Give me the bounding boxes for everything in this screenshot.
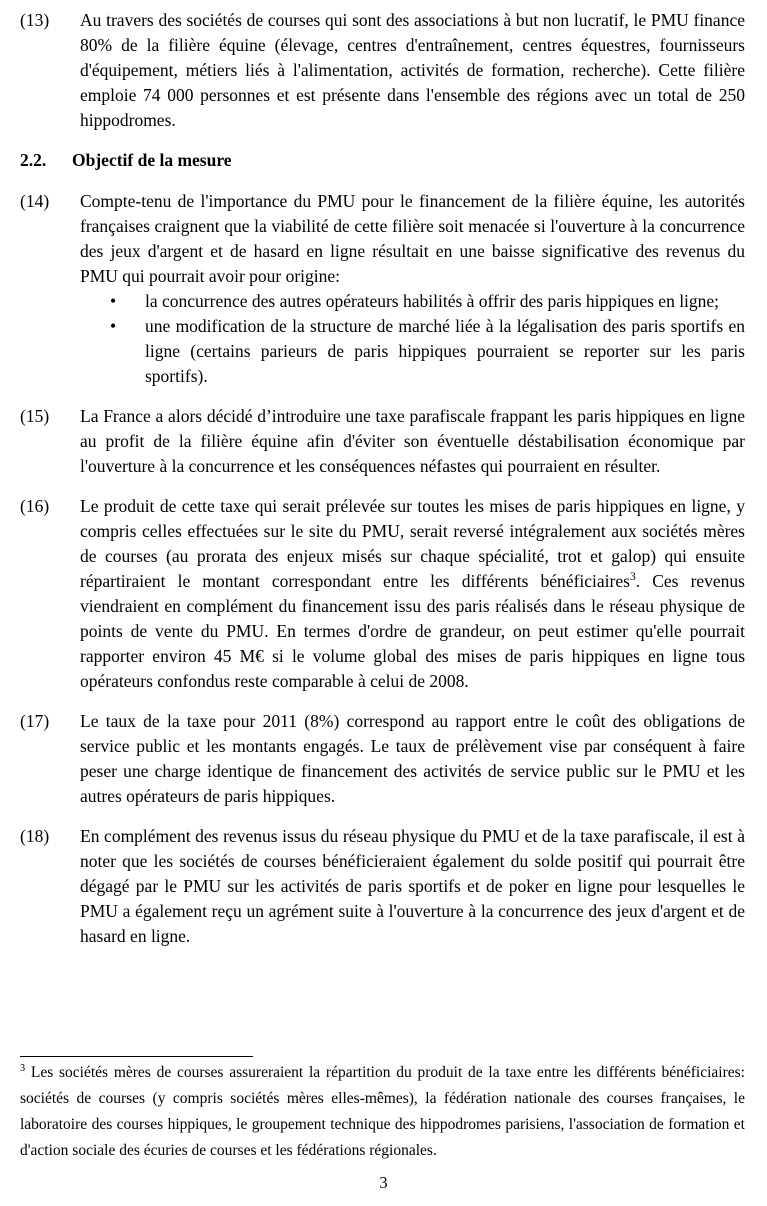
- list-item: [110, 314, 745, 389]
- paragraph-16: [20, 494, 745, 694]
- paragraph-text-segment: . Ces revenus viendraient en complément du financement issu des paris réalisés dans le réseau physique de points de vente du PMU. En termes d'ordre de grandeur, on peut estimer qu'elle pourrait rapporter environ 45 M€ si le volume global des mises de paris hippiques en ligne tous opérateurs confondus reste comparable à celui de 2008.: [80, 571, 745, 691]
- paragraph-number: (13): [20, 10, 50, 30]
- bullet-icon: •: [110, 291, 117, 311]
- paragraph-number: (17): [20, 711, 50, 731]
- paragraph-body: [80, 189, 745, 389]
- list-item-text: une modification de la structure de marché liée à la légalisation des paris sportifs en ligne (certains parieurs de paris hippiques pourraient se reporter sur les paris sportifs).: [145, 316, 745, 386]
- paragraph-number: (14): [20, 191, 50, 211]
- footnote-body: Les sociétés mères de courses assureraient la répartition du produit de la taxe entre les différents bénéficiaires: sociétés de courses (y compris sociétés mères elles-mêmes), la fédération nationale des courses françaises, le laboratoire des courses hippiques, le groupement technique des hippodromes parisiens, l'association de formation et d'action sociale des écuries de courses et les fédérations régionales.: [20, 1064, 745, 1159]
- paragraph-text: La France a alors décidé d’introduire une taxe parafiscale frappant les paris hippiques en ligne au profit de la filière équine afin d'éviter son éventuelle déstabilisation économique par l'ouverture à la concurrence et les conséquences néfastes qui pourraient en résulter.: [80, 406, 745, 476]
- list-item: [110, 289, 745, 314]
- footnote-reference: 3: [629, 571, 636, 584]
- section-heading: [20, 148, 745, 173]
- list-item-text: la concurrence des autres opérateurs habilités à offrir des paris hippiques en ligne;: [145, 291, 720, 311]
- paragraph-number: (18): [20, 826, 50, 846]
- section-heading-number: 2.2.: [20, 150, 47, 170]
- footnote: [20, 1056, 745, 1164]
- paragraph-text: [80, 494, 745, 694]
- footnote-text: [20, 1060, 745, 1164]
- paragraph-text: En complément des revenus issus du réseau physique du PMU et de la taxe parafiscale, il est à noter que les sociétés de courses bénéficieraient également du solde positif qui pourrait être dégagé par le PMU sur les activités de paris sportifs et de poker en ligne pour lesquelles le PMU a également reçu un agrément suite à l'ouverture à la concurrence des jeux d'argent et de hasard en ligne.: [80, 826, 745, 946]
- paragraph-15: [20, 404, 745, 479]
- paragraph-text: Au travers des sociétés de courses qui sont des associations à but non lucratif, le PMU finance 80% de la filière équine (élevage, centres d'entraînement, centres équestres, fournisseurs d'équipement, métiers liés à l'alimentation, activités de formation, recherche). Cette filière emploie 74 000 personnes et est présente dans l'ensemble des régions avec un total de 250 hippodromes.: [80, 10, 745, 130]
- section-heading-title: Objectif de la mesure: [72, 150, 232, 170]
- document-body: [20, 8, 745, 964]
- paragraph-18: [20, 824, 745, 949]
- page-number: 3: [379, 1173, 388, 1192]
- paragraph-text: Compte-tenu de l'importance du PMU pour le financement de la filière équine, les autorités françaises craignent que la viabilité de cette filière soit menacée si l'ouverture à la concurrence des jeux d'argent et de hasard en ligne résultait en une baisse significative des revenus du PMU qui pourrait avoir pour origine:: [80, 191, 745, 286]
- paragraph-13: [20, 8, 745, 133]
- footnote-marker: 3: [20, 1062, 26, 1074]
- footnote-separator: [20, 1056, 253, 1057]
- bullet-icon: •: [110, 316, 117, 336]
- bullet-list: [80, 289, 745, 389]
- paragraph-text: Le taux de la taxe pour 2011 (8%) correspond au rapport entre le coût des obligations de service public et les montants engagés. Le taux de prélèvement vise par conséquent à faire peser une charge identique de financement des activités de service public sur le PMU et les autres opérateurs de paris hippiques.: [80, 711, 745, 806]
- paragraph-text-segment: Le produit de cette taxe qui serait prélevée sur toutes les mises de paris hippiques en ligne, y compris celles effectuées sur le site du PMU, serait reversé intégralement aux sociétés mères de courses (au prorata des enjeux misés sur chaque spécialité, trot et galop) qui ensuite répartiraient le montant correspondant entre les différents bénéficiaires: [80, 496, 745, 591]
- paragraph-number: (15): [20, 406, 50, 426]
- paragraph-14: [20, 189, 745, 389]
- paragraph-17: [20, 709, 745, 809]
- paragraph-number: (16): [20, 496, 50, 516]
